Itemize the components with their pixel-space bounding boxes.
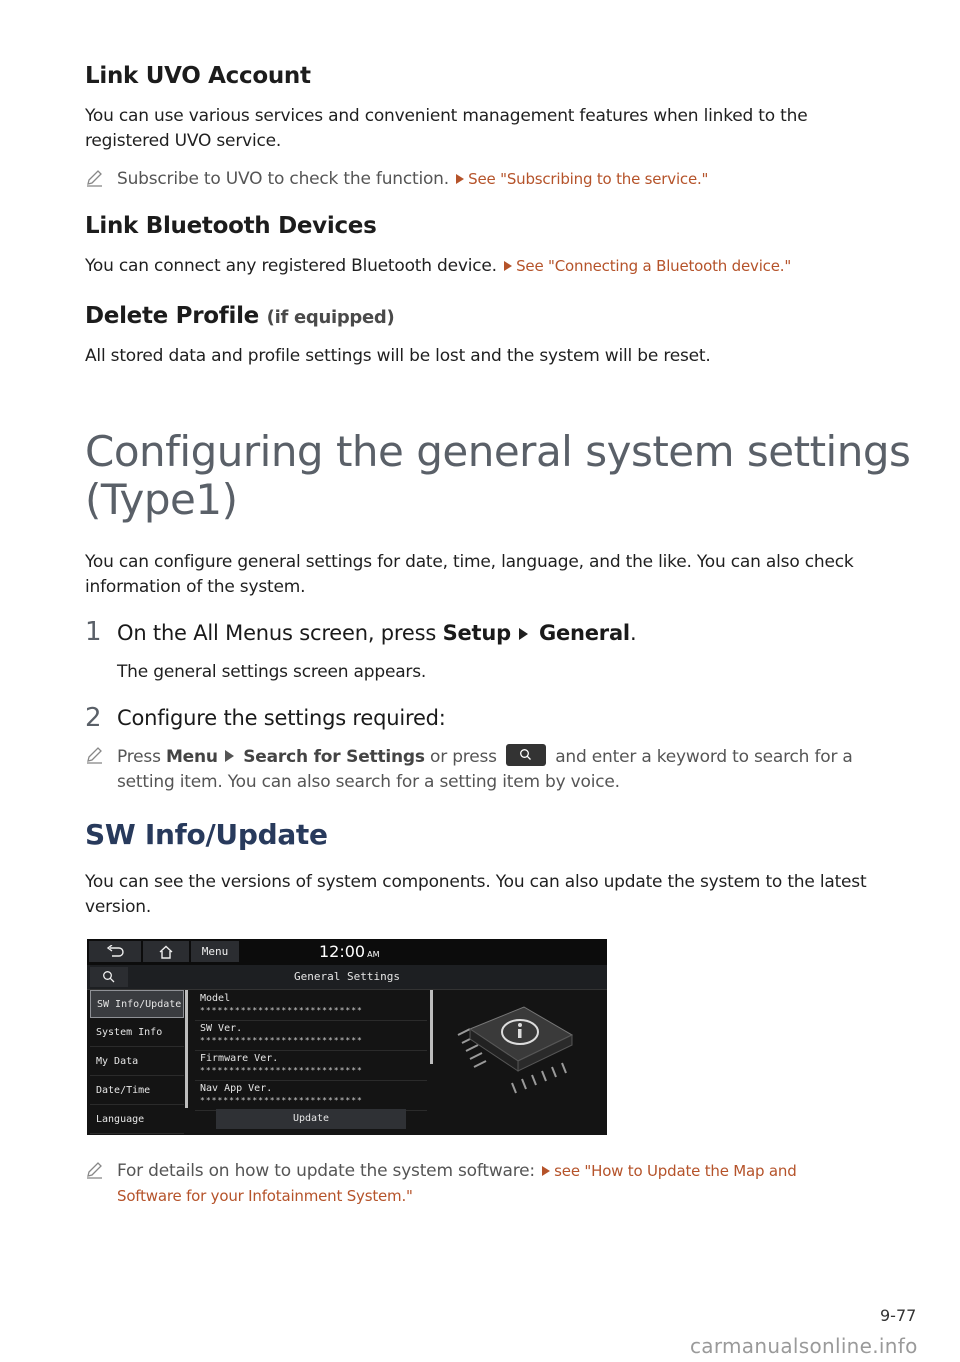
step-1-setup: Setup xyxy=(442,621,511,645)
clock xyxy=(319,942,379,961)
bluetooth-body-text: You can connect any registered Bluetooth device. xyxy=(85,256,497,276)
sidebar-item-date-time[interactable]: Date/Time xyxy=(90,1077,184,1105)
info-item-model xyxy=(195,990,427,1021)
sw-info-body xyxy=(85,870,885,920)
if-equipped-label: (if equipped) xyxy=(266,307,395,328)
sw-body-line1: You can see the versions of system components. You can also update the system to the latest xyxy=(85,872,867,892)
info-label: Firmware Ver. xyxy=(200,1053,279,1064)
uvo-note xyxy=(117,167,877,192)
step-2-number: 2 xyxy=(85,703,102,733)
sidebar-scrollbar[interactable] xyxy=(185,990,188,1108)
pencil-icon xyxy=(85,1160,105,1180)
list-scrollbar[interactable] xyxy=(430,990,433,1064)
back-icon xyxy=(106,945,124,959)
update-button[interactable]: Update xyxy=(216,1109,406,1129)
top-bar xyxy=(87,939,607,965)
delete-profile-title-text: Delete Profile xyxy=(85,303,259,329)
step-1-result: The general settings screen appears. xyxy=(117,662,427,682)
settings-sidebar xyxy=(87,990,185,1135)
back-button[interactable] xyxy=(89,941,141,962)
chapter-intro xyxy=(85,550,885,600)
menu-button[interactable]: Menu xyxy=(191,941,239,962)
step-1-pre: On the All Menus screen, press xyxy=(117,621,443,645)
section-title-delete-profile xyxy=(85,303,394,329)
note-menu: Menu xyxy=(165,747,218,767)
step-1-number: 1 xyxy=(85,617,102,647)
info-label: SW Ver. xyxy=(200,1023,243,1034)
chapter-intro-line1: You can configure general settings for date, time, language, and the like. You can also check xyxy=(85,552,854,572)
sidebar-item-language[interactable]: Language xyxy=(90,1106,184,1134)
info-item-nav-app-ver xyxy=(195,1080,427,1111)
chapter-title-line1: Configuring the general system settings xyxy=(85,427,911,476)
chip-info-icon xyxy=(452,999,582,1099)
note-press: Press xyxy=(117,747,166,767)
uvo-body: You can use various services and convenient management features when linked to the registered UVO service. xyxy=(85,106,808,151)
sw-info-title: SW Info/Update xyxy=(85,818,328,851)
pencil-icon xyxy=(85,745,105,765)
chapter-intro-line2: information of the system. xyxy=(85,577,306,597)
note-search-settings: Search for Settings xyxy=(243,747,425,767)
sidebar-item-system-info[interactable]: System Info xyxy=(90,1019,184,1047)
sw-note-text: For details on how to update the system software: xyxy=(117,1161,535,1181)
sidebar-item-sw-info-update[interactable]: SW Info/Update xyxy=(90,990,184,1018)
info-item-sw-ver xyxy=(195,1020,427,1051)
delete-profile-body: All stored data and profile settings will be lost and the system will be reset. xyxy=(85,346,711,366)
step-1-general: General xyxy=(538,621,630,645)
bluetooth-ref: See "Connecting a Bluetooth device." xyxy=(516,257,792,275)
sw-note-ref1: see "How to Update the Map and xyxy=(554,1162,797,1180)
search-key-icon xyxy=(506,744,546,766)
sw-note-ref2: Software for your Infotainment System." xyxy=(117,1187,413,1205)
pencil-icon xyxy=(85,168,105,188)
info-label: Nav App Ver. xyxy=(200,1083,273,1094)
info-value: **************************** xyxy=(200,1066,363,1075)
note-rest1: and enter a keyword to search for a xyxy=(550,747,853,767)
info-label: Model xyxy=(200,993,231,1004)
sw-body-line2: version. xyxy=(85,897,152,917)
step-2-note xyxy=(117,744,877,795)
title-bar xyxy=(87,965,607,990)
watermark: carmanualsonline.info xyxy=(690,1334,918,1358)
section-title-bluetooth: Link Bluetooth Devices xyxy=(85,213,377,239)
general-settings-title: General Settings xyxy=(294,970,400,983)
bluetooth-body xyxy=(85,254,885,279)
section-title-uvo: Link UVO Account xyxy=(85,63,311,89)
step-1-end: . xyxy=(629,621,637,645)
note-rest2: setting item. You can also search for a setting item by voice. xyxy=(117,772,620,792)
info-item-firmware-ver xyxy=(195,1050,427,1081)
uvo-note-text: Subscribe to UVO to check the function. xyxy=(117,169,449,189)
home-icon xyxy=(158,945,174,959)
sw-note xyxy=(117,1159,877,1209)
chapter-title-line2: (Type1) xyxy=(85,475,238,524)
step-2-text: Configure the settings required: xyxy=(117,706,446,730)
head-unit-screenshot xyxy=(87,939,607,1135)
step-1-text xyxy=(117,621,636,645)
uvo-note-ref: See "Subscribing to the service." xyxy=(468,170,709,188)
home-button[interactable] xyxy=(143,941,189,962)
chapter-title xyxy=(85,428,910,524)
clock-time: 12:00 xyxy=(319,942,366,961)
clock-ampm: AM xyxy=(367,950,380,959)
page-number: 9-77 xyxy=(880,1306,917,1325)
note-or-press: or press xyxy=(424,747,502,767)
info-value: **************************** xyxy=(200,1096,363,1105)
sidebar-item-my-data[interactable]: My Data xyxy=(90,1048,184,1076)
info-value: **************************** xyxy=(200,1036,363,1045)
info-value: **************************** xyxy=(200,1006,363,1015)
